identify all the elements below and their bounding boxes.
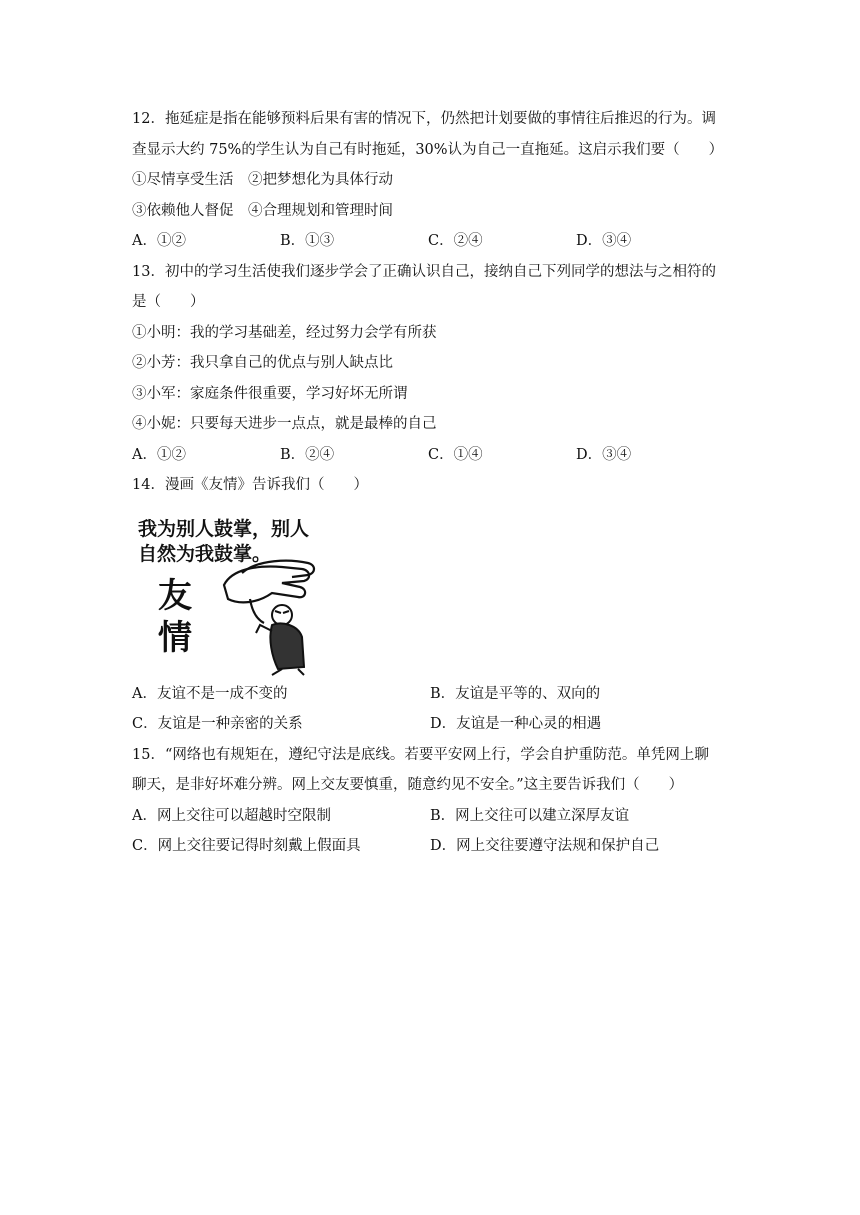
friendship-cartoon [132, 507, 352, 677]
cartoon-caption-line1: 我为别人鼓掌，别人 [138, 517, 310, 540]
option-line: ①尽情享受生活 ②把梦想化为具体行动 [132, 172, 393, 188]
option-line: ②小芳：我只拿自己的优点与别人缺点比 [132, 355, 393, 371]
question-15 [132, 740, 732, 862]
question-stem-line: 15．“网络也有规矩在，遵纪守法是底线。若要平安网上行，学会自护重防范。单凭网上聊 [132, 746, 709, 763]
choice-c[interactable]: C．②④ [428, 233, 483, 249]
question-stem-line: 12．拖延症是指在能够预料后果有害的情况下，仍然把计划要做的事情往后推迟的行为。调 [132, 111, 716, 127]
choice-d[interactable]: D．③④ [576, 233, 632, 249]
person-figure-icon [256, 605, 304, 675]
choice-a[interactable]: A．网上交往可以超越时空限制 [132, 807, 331, 824]
choice-d[interactable]: D．③④ [576, 446, 632, 463]
choice-c[interactable]: C．①④ [428, 446, 483, 463]
question-stem-line: 14．漫画《友情》告诉我们（ ） [132, 477, 368, 493]
option-line: ④小妮：只要每天进步一点点，就是最棒的自己 [132, 416, 437, 432]
cartoon-title-char2: 情 [158, 617, 192, 658]
question-stem-line: 是（ ） [132, 294, 205, 310]
choice-c[interactable]: C．友谊是一种亲密的关系 [132, 716, 303, 732]
cartoon-illustration [132, 507, 352, 677]
answer-choices [132, 801, 732, 832]
answer-choices [132, 440, 732, 471]
question-12 [132, 104, 732, 257]
question-13 [132, 257, 732, 471]
option-line: ③依赖他人督促 ④合理规划和管理时间 [132, 202, 393, 219]
choice-d[interactable]: D．友谊是一种心灵的相遇 [430, 716, 602, 732]
exam-page [132, 104, 732, 862]
answer-choices [132, 709, 732, 740]
choice-b[interactable]: B．②④ [280, 446, 335, 463]
choice-b[interactable]: B．网上交往可以建立深厚友谊 [430, 807, 630, 824]
clapping-hands-icon [224, 560, 314, 622]
answer-choices [132, 831, 732, 862]
choice-b[interactable]: B．友谊是平等的、双向的 [430, 685, 601, 702]
question-stem-line: 聊天，是非好坏难分辨。网上交友要慎重，随意约见不安全。”这主要告诉我们（ ） [132, 777, 684, 793]
answer-choices [132, 679, 732, 710]
answer-choices [132, 226, 732, 257]
cartoon-title-char1: 友 [158, 575, 192, 616]
question-stem-line: 13．初中的学习生活使我们逐步学会了正确认识自己，接纳自己下列同学的想法与之相符的 [132, 263, 716, 280]
choice-d[interactable]: D．网上交往要遵守法规和保护自己 [430, 838, 660, 854]
cartoon-caption-line2: 自然为我鼓掌。 [138, 542, 272, 565]
question-14 [132, 470, 732, 740]
choice-c[interactable]: C．网上交往要记得时刻戴上假面具 [132, 838, 361, 854]
choice-b[interactable]: B．①③ [280, 233, 335, 249]
question-stem-line: 查显示大约 75%的学生认为自己有时拖延，30%认为自己一直拖延。这启示我们要（ ） [132, 141, 724, 158]
option-line: ①小明：我的学习基础差，经过努力会学有所获 [132, 324, 437, 341]
choice-a[interactable]: A．①② [132, 446, 186, 463]
option-line: ③小军：家庭条件很重要，学习好坏无所谓 [132, 385, 408, 402]
choice-a[interactable]: A．友谊不是一成不变的 [132, 685, 288, 702]
choice-a[interactable]: A．①② [132, 233, 186, 249]
